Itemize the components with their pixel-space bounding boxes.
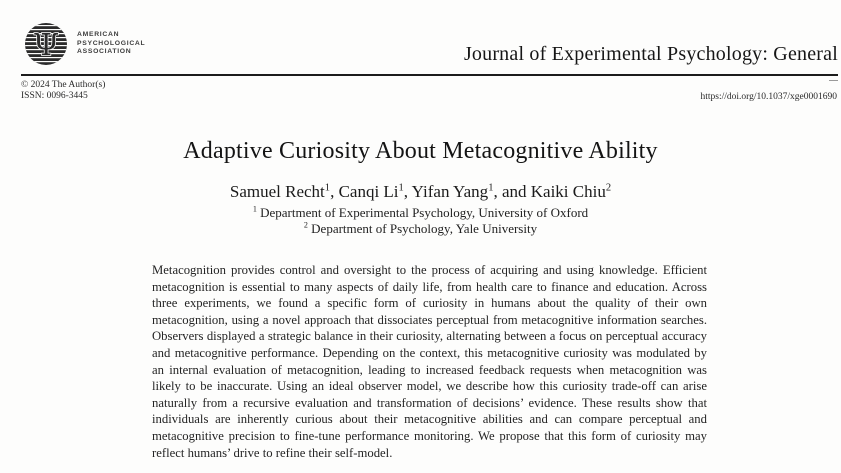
apa-logo-wordmark	[77, 31, 145, 57]
affiliation-line-1: $^1$ Department of Experimental Psychology, University of Oxford	[252, 204, 589, 220]
journal-title: Journal of Experimental Psychology: General	[463, 43, 838, 65]
issn-line: ISSN: 0096-3445	[21, 91, 88, 101]
logo-org-line-1: AMERICAN	[77, 31, 120, 39]
article-title: Adaptive Curiosity About Metacognitive Ability	[183, 138, 658, 164]
doi-link[interactable]: https://doi.org/10.1037/xge0001690	[700, 92, 837, 102]
copyright-block	[21, 80, 105, 102]
logo-org-line-2: PSYCHOLOGICAL	[77, 39, 146, 47]
abstract-text: Metacognition provides control and oversight to the process of acquiring and using knowledge. Efficient metacognition is essential to many aspects of daily life, from health care to finance and education. Across three experiments, we found a specific form of curiosity in humans about the quality of their own metacognition, using a novel approach that dissociates perceptual from metacognitive information searches. Observers displayed a strategic balance in their curiosity, alternating between a focus on perceptual accuracy and metacognitive performance. Depending on the context, this metacognitive curiosity was modulated by an internal evaluation of metacognition, leading to increased feedback requests when metacognition was likely to be inaccurate. Using an ideal observer model, we describe how this curiosity trade-off can arise naturally from a recursive evaluation and transformation of decisions’ evidence. These results show that individuals are inherently curious about their metacognitive abilities and can compare perceptual and metacognitive precision to fine-tune performance monitoring. We propose that this form of curiosity may reflect humans’ drive to refine their self-model.	[152, 263, 707, 460]
authors-line: Samuel Recht$^1$, Canqi Li$^1$, Yifan Yang$^1$, and Kaiki Chiu$^2$	[229, 182, 612, 201]
apa-psi-icon	[24, 22, 68, 66]
edge-mark	[829, 80, 838, 81]
affiliation-line-2: $^2$ Department of Psychology, Yale University	[303, 220, 538, 236]
apa-logo	[24, 22, 145, 66]
logo-org-line-3: ASSOCIATION	[77, 48, 132, 56]
svg-text:Ψ: Ψ	[32, 28, 60, 63]
masthead-rule	[21, 74, 838, 76]
copyright-line: © 2024 The Author(s)	[21, 80, 106, 90]
